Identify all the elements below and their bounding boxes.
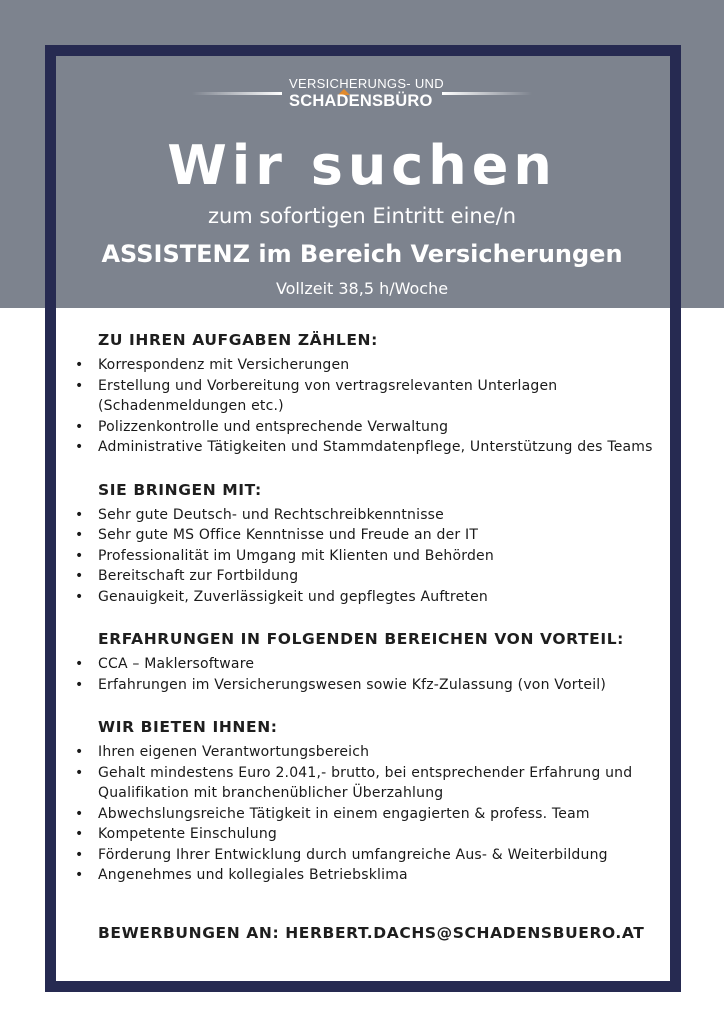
bullet-icon: • (75, 439, 84, 455)
bullet-list (75, 355, 665, 458)
headline: Wir suchen (167, 134, 557, 197)
bullet-icon: • (75, 527, 84, 543)
list-item-text: Administrative Tätigkeiten und Stammdatenpflege, Unterstützung des Teams (98, 439, 653, 455)
list-item-text: Kompetente Einschulung (98, 826, 277, 842)
list-item (75, 525, 665, 546)
list-item (75, 763, 665, 804)
bullet-list (75, 742, 665, 886)
section-title: SIE BRINGEN MIT: (98, 480, 262, 499)
list-item-text: CCA – Maklersoftware (98, 656, 255, 672)
logo-line-2: SCHADENSBÜRO (289, 92, 433, 110)
section (75, 481, 665, 608)
list-item-text: Korrespondenz mit Versicherungen (98, 357, 350, 373)
bullet-icon: • (75, 805, 84, 822)
section (75, 718, 665, 886)
list-item-text: Ihren eigenen Verantwortungsbereich (98, 744, 370, 760)
logo-line-right (442, 92, 532, 95)
bullet-icon: • (75, 676, 84, 693)
logo-line-1: VERSICHERUNGS- UND (289, 76, 444, 91)
list-item (75, 654, 665, 675)
list-item (75, 675, 665, 696)
list-item-text: Förderung Ihrer Entwicklung durch umfangreiche Aus- & Weiterbildung (98, 846, 608, 863)
bullet-list (75, 654, 665, 695)
list-item (75, 742, 665, 763)
list-item-text: Genauigkeit, Zuverlässigkeit und gepflegtes Auftreten (98, 588, 488, 605)
list-item (75, 824, 665, 845)
bullet-icon: • (75, 588, 84, 605)
list-item (75, 355, 665, 376)
section (75, 630, 665, 695)
list-item (75, 845, 665, 866)
list-item-text: Angenehmes und kollegiales Betriebsklima (98, 867, 408, 883)
list-item (75, 566, 665, 587)
section-title: WIR BIETEN IHNEN: (98, 718, 278, 736)
bullet-icon: • (75, 506, 84, 523)
bullet-icon: • (75, 826, 84, 842)
list-item-text: Bereitschaft zur Fortbildung (98, 568, 299, 584)
bullet-icon: • (75, 867, 84, 883)
bullet-icon: • (75, 547, 84, 564)
bullet-icon: • (75, 846, 84, 863)
company-logo (0, 75, 724, 115)
subline-start: zum sofortigen Eintritt eine/n (207, 204, 517, 228)
list-item (75, 587, 665, 608)
list-item-text: Sehr gute MS Office Kenntnisse und Freude an der IT (98, 527, 479, 543)
list-item-text: Polizzenkontrolle und entsprechende Verwaltung (98, 418, 449, 435)
section (75, 331, 665, 458)
bullet-icon: • (75, 357, 84, 373)
list-item (75, 417, 665, 438)
list-item (75, 505, 665, 526)
list-item-text: Erfahrungen im Versicherungswesen sowie Kfz-Zulassung (von Vorteil) (98, 676, 607, 693)
list-item-text: Sehr gute Deutsch- und Rechtschreibkenntnisse (98, 506, 444, 523)
list-item-text: Gehalt mindestens Euro 2.041,- brutto, bei entsprechender Erfahrung und Qualifikation mit branchenüblicher Überzahlung (98, 764, 633, 801)
list-item-text: Professionalität im Umgang mit Klienten und Behörden (98, 547, 494, 564)
working-hours: Vollzeit 38,5 h/Woche (275, 279, 449, 298)
job-title: ASSISTENZ im Bereich Versicherungen (101, 240, 623, 268)
bullet-icon: • (75, 568, 84, 584)
list-item (75, 865, 665, 886)
section-title: ZU IHREN AUFGABEN ZÄHLEN: (98, 331, 378, 349)
bullet-icon: • (75, 744, 84, 760)
section-title: ERFAHRUNGEN IN FOLGENDEN BEREICHEN VON VORTEIL: (98, 630, 624, 648)
list-item (75, 437, 665, 458)
application-contact: BEWERBUNGEN AN: HERBERT.DACHS@SCHADENSBUERO.AT (98, 924, 645, 942)
list-item-text: Abwechslungsreiche Tätigkeit in einem engagierten & profess. Team (98, 805, 590, 822)
bullet-icon: • (75, 377, 84, 394)
bullet-icon: • (75, 656, 84, 672)
list-item (75, 546, 665, 567)
list-item-text: Erstellung und Vorbereitung von vertragsrelevanten Unterlagen (Schadenmeldungen etc.) (98, 377, 558, 414)
logo-line-left (192, 92, 282, 95)
list-item (75, 804, 665, 825)
bullet-icon: • (75, 764, 84, 781)
list-item (75, 376, 665, 417)
bullet-list (75, 505, 665, 608)
bullet-icon: • (75, 418, 84, 435)
job-details (75, 331, 665, 909)
